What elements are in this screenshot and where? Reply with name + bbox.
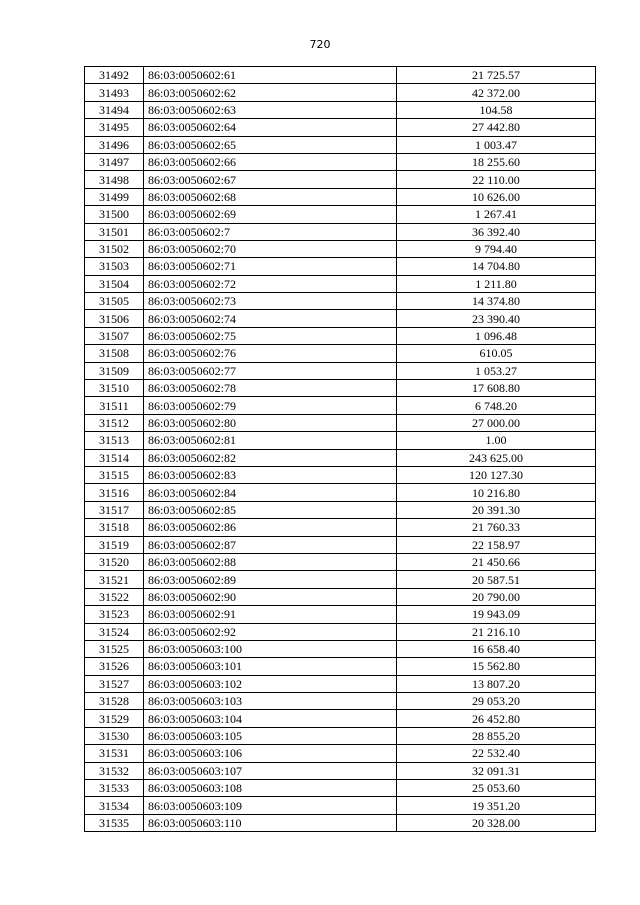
table-row <box>85 658 596 675</box>
cadastral-number-cell: 86:03:0050602:87 <box>144 536 397 553</box>
value-cell: 21 216.10 <box>397 623 596 640</box>
row-number-cell: 31513 <box>85 432 144 449</box>
value-cell: 18 255.60 <box>397 153 596 170</box>
value-cell: 27 442.80 <box>397 119 596 136</box>
value-cell: 6 748.20 <box>397 397 596 414</box>
value-cell: 27 000.00 <box>397 414 596 431</box>
table-body <box>85 67 596 832</box>
row-number-cell: 31503 <box>85 258 144 275</box>
page-number: 720 <box>309 38 331 51</box>
row-number-cell: 31495 <box>85 119 144 136</box>
value-cell: 22 532.40 <box>397 745 596 762</box>
table-row <box>85 484 596 501</box>
cadastral-number-cell: 86:03:0050602:88 <box>144 553 397 570</box>
row-number-cell: 31507 <box>85 327 144 344</box>
table-row <box>85 466 596 483</box>
value-cell: 610.05 <box>397 345 596 362</box>
table-row <box>85 153 596 170</box>
value-cell: 23 390.40 <box>397 310 596 327</box>
value-cell: 10 216.80 <box>397 484 596 501</box>
table-row <box>85 449 596 466</box>
table-row <box>85 501 596 518</box>
table-row <box>85 188 596 205</box>
table-row <box>85 67 596 84</box>
value-cell: 16 658.40 <box>397 640 596 657</box>
row-number-cell: 31518 <box>85 519 144 536</box>
value-cell: 13 807.20 <box>397 675 596 692</box>
cadastral-number-cell: 86:03:0050602:85 <box>144 501 397 518</box>
cadastral-number-cell: 86:03:0050603:101 <box>144 658 397 675</box>
cadastral-number-cell: 86:03:0050603:107 <box>144 762 397 779</box>
row-number-cell: 31505 <box>85 293 144 310</box>
row-number-cell: 31516 <box>85 484 144 501</box>
table-row <box>85 84 596 101</box>
cadastral-number-cell: 86:03:0050602:61 <box>144 67 397 84</box>
row-number-cell: 31508 <box>85 345 144 362</box>
value-cell: 1 096.48 <box>397 327 596 344</box>
value-cell: 14 704.80 <box>397 258 596 275</box>
value-cell: 26 452.80 <box>397 710 596 727</box>
table-row <box>85 519 596 536</box>
value-cell: 1 267.41 <box>397 206 596 223</box>
table-row <box>85 623 596 640</box>
value-cell: 20 328.00 <box>397 814 596 831</box>
row-number-cell: 31534 <box>85 797 144 814</box>
row-number-cell: 31509 <box>85 362 144 379</box>
value-cell: 29 053.20 <box>397 693 596 710</box>
row-number-cell: 31526 <box>85 658 144 675</box>
cadastral-number-cell: 86:03:0050602:82 <box>144 449 397 466</box>
table-row <box>85 640 596 657</box>
row-number-cell: 31523 <box>85 606 144 623</box>
row-number-cell: 31533 <box>85 780 144 797</box>
row-number-cell: 31499 <box>85 188 144 205</box>
table-row <box>85 206 596 223</box>
table-row <box>85 727 596 744</box>
cadastral-number-cell: 86:03:0050602:81 <box>144 432 397 449</box>
row-number-cell: 31494 <box>85 101 144 118</box>
value-cell: 21 450.66 <box>397 553 596 570</box>
cadastral-number-cell: 86:03:0050602:69 <box>144 206 397 223</box>
cadastral-number-cell: 86:03:0050603:100 <box>144 640 397 657</box>
cadastral-number-cell: 86:03:0050602:65 <box>144 136 397 153</box>
row-number-cell: 31504 <box>85 275 144 292</box>
value-cell: 104.58 <box>397 101 596 118</box>
value-cell: 243 625.00 <box>397 449 596 466</box>
table-row <box>85 310 596 327</box>
row-number-cell: 31497 <box>85 153 144 170</box>
value-cell: 10 626.00 <box>397 188 596 205</box>
table-row <box>85 553 596 570</box>
table-row <box>85 275 596 292</box>
table-row <box>85 258 596 275</box>
value-cell: 19 351.20 <box>397 797 596 814</box>
table-row <box>85 345 596 362</box>
row-number-cell: 31506 <box>85 310 144 327</box>
cadastral-number-cell: 86:03:0050603:110 <box>144 814 397 831</box>
cadastral-number-cell: 86:03:0050602:83 <box>144 466 397 483</box>
row-number-cell: 31500 <box>85 206 144 223</box>
value-cell: 17 608.80 <box>397 380 596 397</box>
cadastral-number-cell: 86:03:0050602:77 <box>144 362 397 379</box>
value-cell: 1.00 <box>397 432 596 449</box>
table-row <box>85 797 596 814</box>
table-row <box>85 814 596 831</box>
table-row <box>85 171 596 188</box>
row-number-cell: 31532 <box>85 762 144 779</box>
cadastral-number-cell: 86:03:0050602:89 <box>144 571 397 588</box>
value-cell: 28 855.20 <box>397 727 596 744</box>
cadastral-number-cell: 86:03:0050602:72 <box>144 275 397 292</box>
cadastral-number-cell: 86:03:0050603:108 <box>144 780 397 797</box>
cadastral-number-cell: 86:03:0050602:79 <box>144 397 397 414</box>
cadastral-number-cell: 86:03:0050602:70 <box>144 240 397 257</box>
value-cell: 9 794.40 <box>397 240 596 257</box>
table-row <box>85 588 596 605</box>
cadastral-number-cell: 86:03:0050602:62 <box>144 84 397 101</box>
cadastral-number-cell: 86:03:0050602:80 <box>144 414 397 431</box>
table-row <box>85 136 596 153</box>
row-number-cell: 31501 <box>85 223 144 240</box>
table-row <box>85 693 596 710</box>
row-number-cell: 31522 <box>85 588 144 605</box>
table-row <box>85 240 596 257</box>
row-number-cell: 31529 <box>85 710 144 727</box>
row-number-cell: 31530 <box>85 727 144 744</box>
table-row <box>85 327 596 344</box>
value-cell: 20 391.30 <box>397 501 596 518</box>
row-number-cell: 31492 <box>85 67 144 84</box>
row-number-cell: 31510 <box>85 380 144 397</box>
row-number-cell: 31515 <box>85 466 144 483</box>
value-cell: 120 127.30 <box>397 466 596 483</box>
cadastral-number-cell: 86:03:0050602:86 <box>144 519 397 536</box>
cadastral-number-cell: 86:03:0050603:104 <box>144 710 397 727</box>
value-cell: 21 760.33 <box>397 519 596 536</box>
row-number-cell: 31520 <box>85 553 144 570</box>
row-number-cell: 31524 <box>85 623 144 640</box>
value-cell: 1 211.80 <box>397 275 596 292</box>
row-number-cell: 31519 <box>85 536 144 553</box>
row-number-cell: 31511 <box>85 397 144 414</box>
cadastral-number-cell: 86:03:0050602:7 <box>144 223 397 240</box>
table-row <box>85 293 596 310</box>
cadastral-number-cell: 86:03:0050602:76 <box>144 345 397 362</box>
cadastral-value-table <box>84 66 596 832</box>
cadastral-number-cell: 86:03:0050602:71 <box>144 258 397 275</box>
row-number-cell: 31521 <box>85 571 144 588</box>
table-row <box>85 780 596 797</box>
cadastral-number-cell: 86:03:0050602:92 <box>144 623 397 640</box>
cadastral-number-cell: 86:03:0050603:109 <box>144 797 397 814</box>
row-number-cell: 31496 <box>85 136 144 153</box>
cadastral-number-cell: 86:03:0050602:66 <box>144 153 397 170</box>
value-cell: 42 372.00 <box>397 84 596 101</box>
table-row <box>85 362 596 379</box>
table-row <box>85 745 596 762</box>
row-number-cell: 31517 <box>85 501 144 518</box>
row-number-cell: 31512 <box>85 414 144 431</box>
row-number-cell: 31528 <box>85 693 144 710</box>
value-cell: 25 053.60 <box>397 780 596 797</box>
row-number-cell: 31535 <box>85 814 144 831</box>
table-row <box>85 675 596 692</box>
table-row <box>85 536 596 553</box>
cadastral-number-cell: 86:03:0050603:106 <box>144 745 397 762</box>
table-row <box>85 397 596 414</box>
value-cell: 1 003.47 <box>397 136 596 153</box>
cadastral-number-cell: 86:03:0050602:64 <box>144 119 397 136</box>
cadastral-number-cell: 86:03:0050603:103 <box>144 693 397 710</box>
value-cell: 36 392.40 <box>397 223 596 240</box>
cadastral-number-cell: 86:03:0050603:105 <box>144 727 397 744</box>
cadastral-number-cell: 86:03:0050602:73 <box>144 293 397 310</box>
value-cell: 15 562.80 <box>397 658 596 675</box>
cadastral-number-cell: 86:03:0050602:67 <box>144 171 397 188</box>
value-cell: 1 053.27 <box>397 362 596 379</box>
table-row <box>85 414 596 431</box>
cadastral-number-cell: 86:03:0050602:84 <box>144 484 397 501</box>
row-number-cell: 31527 <box>85 675 144 692</box>
value-cell: 20 790.00 <box>397 588 596 605</box>
row-number-cell: 31531 <box>85 745 144 762</box>
cadastral-number-cell: 86:03:0050602:90 <box>144 588 397 605</box>
table-row <box>85 223 596 240</box>
table-row <box>85 119 596 136</box>
table-row <box>85 101 596 118</box>
table-row <box>85 432 596 449</box>
table-row <box>85 571 596 588</box>
value-cell: 32 091.31 <box>397 762 596 779</box>
row-number-cell: 31502 <box>85 240 144 257</box>
row-number-cell: 31525 <box>85 640 144 657</box>
value-cell: 21 725.57 <box>397 67 596 84</box>
row-number-cell: 31514 <box>85 449 144 466</box>
cadastral-number-cell: 86:03:0050602:75 <box>144 327 397 344</box>
value-cell: 14 374.80 <box>397 293 596 310</box>
row-number-cell: 31498 <box>85 171 144 188</box>
row-number-cell: 31493 <box>85 84 144 101</box>
value-cell: 22 158.97 <box>397 536 596 553</box>
value-cell: 20 587.51 <box>397 571 596 588</box>
cadastral-number-cell: 86:03:0050602:63 <box>144 101 397 118</box>
table-row <box>85 606 596 623</box>
table-row <box>85 710 596 727</box>
cadastral-number-cell: 86:03:0050602:91 <box>144 606 397 623</box>
cadastral-number-cell: 86:03:0050602:78 <box>144 380 397 397</box>
cadastral-number-cell: 86:03:0050603:102 <box>144 675 397 692</box>
value-cell: 19 943.09 <box>397 606 596 623</box>
cadastral-number-cell: 86:03:0050602:74 <box>144 310 397 327</box>
cadastral-number-cell: 86:03:0050602:68 <box>144 188 397 205</box>
table-row <box>85 380 596 397</box>
value-cell: 22 110.00 <box>397 171 596 188</box>
table-row <box>85 762 596 779</box>
